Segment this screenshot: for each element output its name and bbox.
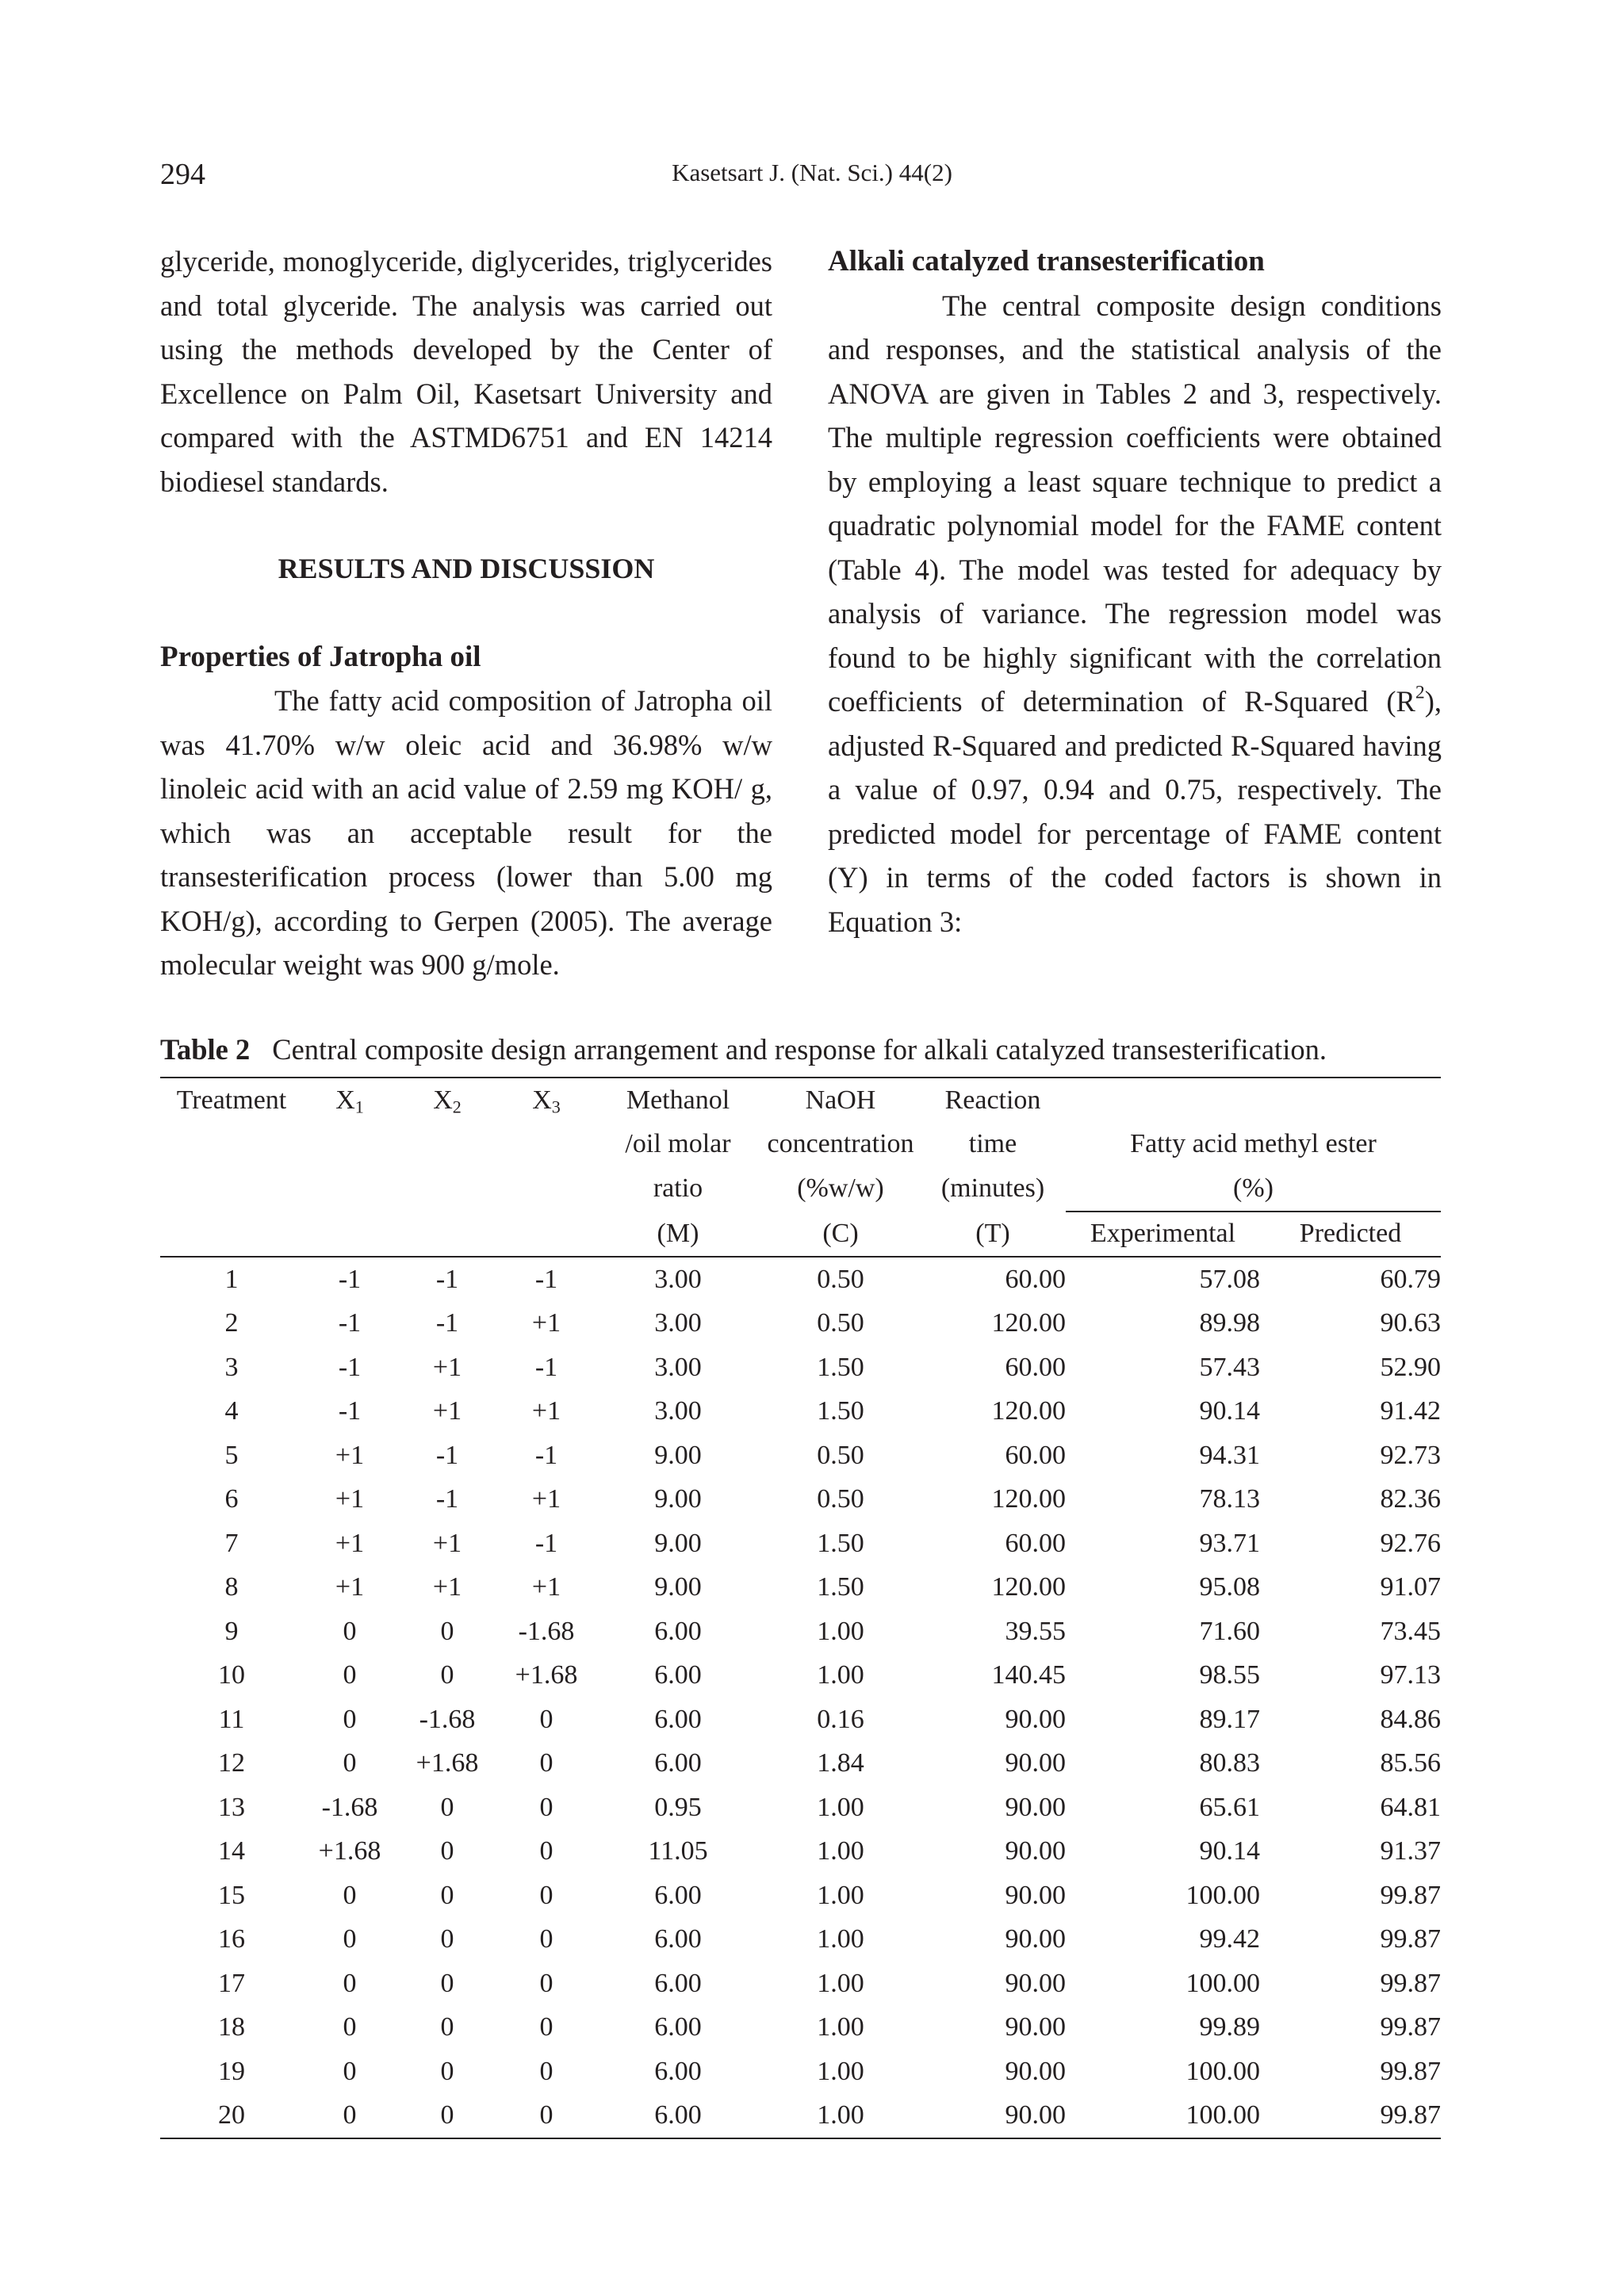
cell-treatment: 18 (218, 2012, 245, 2042)
cell-fame-predicted: 64.81 (1380, 1792, 1441, 1822)
cell-naoh-concentration: 0.50 (817, 1264, 864, 1294)
cell-x2: 0 (440, 1880, 454, 1910)
cell-x2: -1 (435, 1440, 459, 1470)
cell-fame-predicted: 60.79 (1380, 1264, 1441, 1294)
table-body (160, 1257, 1441, 2138)
table-row (160, 2094, 1441, 2139)
cell-naoh-concentration: 1.50 (817, 1572, 864, 1602)
cell-x3: -1 (534, 1528, 558, 1558)
cell-x1: -1 (338, 1352, 362, 1382)
cell-x3: 0 (539, 2056, 553, 2086)
cell-treatment: 17 (218, 1968, 245, 1998)
cell-treatment: 4 (224, 1396, 239, 1426)
cell-fame-experimental: 99.42 (1199, 1924, 1260, 1954)
cell-reaction-time: 90.00 (1005, 1968, 1066, 1998)
cell-reaction-time: 90.00 (1005, 2012, 1066, 2042)
paragraph-text: The central composite design conditions and responses, and the statistical analysis of the ANOVA are given in Tables 2 and 3, respectively. The multiple regression coefficients were obtained by employing a least square technique to predict a quadratic polynomial model for the FAME content (Table 4). The model was tested for adequacy by analysis of variance. The regression model was found to be highly significant with the correlation coefficients of determination of R-Squared (R (828, 289, 1442, 718)
cell-reaction-time: 90.00 (1005, 2056, 1066, 2086)
header-treatment: Treatment (160, 1078, 303, 1123)
table-label: Table 2 (160, 1033, 251, 1066)
cell-x3: -1.68 (518, 1616, 575, 1646)
header-naoh: NaOH (761, 1078, 920, 1123)
cell-x3: -1 (534, 1264, 558, 1294)
cell-fame-experimental: 65.61 (1199, 1792, 1260, 1822)
header-x1: $X_1$ (303, 1078, 396, 1123)
cell-x2: +1 (432, 1352, 462, 1382)
cell-treatment: 16 (218, 1924, 245, 1954)
cell-fame-predicted: 92.76 (1380, 1528, 1441, 1558)
cell-naoh-concentration: 1.00 (817, 1924, 864, 1954)
cell-x3: 0 (539, 1792, 553, 1822)
cell-fame-predicted: 90.63 (1380, 1308, 1441, 1338)
cell-fame-experimental: 94.31 (1199, 1440, 1260, 1470)
cell-x1: 0 (303, 2094, 396, 2139)
header-fame: Fatty acid methyl ester (1130, 1129, 1377, 1159)
cell-naoh-concentration: 1.00 (817, 2012, 864, 2042)
cell-fame-experimental: 71.60 (1199, 1616, 1260, 1646)
table-row (160, 1346, 1441, 1390)
cell-methanol-ratio: 6.00 (595, 2094, 761, 2139)
cell-naoh-concentration: 0.50 (817, 1440, 864, 1470)
superscript: 2 (1415, 682, 1425, 703)
left-column (160, 239, 772, 987)
cell-treatment: 15 (218, 1880, 245, 1910)
cell-x2: -1 (435, 1264, 459, 1294)
cell-x3: 0 (498, 2094, 595, 2139)
cell-x2: 0 (396, 2094, 498, 2139)
table-row (160, 1918, 1441, 1962)
header-reaction: Reaction (920, 1078, 1066, 1123)
cell-treatment: 10 (218, 1660, 245, 1690)
cell-x3: -1 (534, 1440, 558, 1470)
cell-methanol-ratio: 6.00 (654, 1616, 702, 1646)
cell-methanol-ratio: 6.00 (654, 1880, 702, 1910)
cell-methanol-ratio: 6.00 (654, 2056, 702, 2086)
cell-reaction-time: 90.00 (1005, 1924, 1066, 1954)
cell-methanol-ratio: 6.00 (654, 1704, 702, 1734)
cell-treatment: 2 (224, 1308, 239, 1338)
cell-x1: -1 (338, 1264, 362, 1294)
cell-fame-experimental: 100.00 (1185, 1968, 1260, 1998)
cell-x2: +1 (432, 1528, 462, 1558)
cell-fame-experimental: 93.71 (1199, 1528, 1260, 1558)
cell-x3: +1 (531, 1484, 561, 1514)
cell-treatment: 11 (218, 1704, 245, 1734)
cell-fame-predicted: 91.07 (1380, 1572, 1441, 1602)
header-x2: $X_2$ (396, 1078, 498, 1123)
cell-x3: 0 (539, 1968, 553, 1998)
cell-x3: +1 (531, 1308, 561, 1338)
table-row (160, 1654, 1441, 1698)
cell-methanol-ratio: 0.95 (654, 1792, 702, 1822)
cell-x1: +1 (335, 1528, 365, 1558)
cell-fame-predicted: 99.87 (1380, 2012, 1441, 2042)
cell-x2: 0 (440, 1660, 454, 1690)
cell-x2: -1.68 (419, 1704, 476, 1734)
cell-naoh-concentration: 1.00 (817, 1792, 864, 1822)
cell-fame-experimental: 89.17 (1199, 1704, 1260, 1734)
cell-methanol-ratio: 3.00 (654, 1352, 702, 1382)
data-table (160, 1077, 1441, 2139)
cell-reaction-time: 60.00 (1005, 1528, 1066, 1558)
cell-x3: 0 (539, 1880, 553, 1910)
cell-x2: 0 (440, 2012, 454, 2042)
cell-reaction-time: 90.00 (1005, 1880, 1066, 1910)
table-caption-text: Central composite design arrangement and response for alkali catalyzed transesterification. (272, 1033, 1327, 1066)
section-title: RESULTS AND DISCUSSION (278, 553, 655, 584)
cell-methanol-ratio: 9.00 (654, 1528, 702, 1558)
cell-fame-predicted: 52.90 (1380, 1352, 1441, 1382)
cell-naoh-concentration: 1.84 (817, 1748, 864, 1778)
cell-fame-experimental: 89.98 (1199, 1308, 1260, 1338)
cell-x3: +1.68 (515, 1660, 578, 1690)
cell-x3: +1 (531, 1572, 561, 1602)
cell-reaction-time: 120.00 (991, 1484, 1066, 1514)
cell-x3: -1 (534, 1352, 558, 1382)
cell-treatment: 19 (218, 2056, 245, 2086)
cell-reaction-time: 90.00 (1005, 1704, 1066, 1734)
cell-fame-predicted: 99.87 (1260, 2094, 1441, 2139)
cell-naoh-concentration: 1.00 (817, 1616, 864, 1646)
cell-naoh-concentration: 1.00 (817, 1880, 864, 1910)
cell-methanol-ratio: 11.05 (648, 1836, 708, 1866)
cell-x2: 0 (440, 1616, 454, 1646)
cell-treatment: 9 (224, 1616, 239, 1646)
cell-fame-experimental: 57.43 (1199, 1352, 1260, 1382)
cell-fame-experimental: 100.00 (1185, 1880, 1260, 1910)
cell-methanol-ratio: 9.00 (654, 1484, 702, 1514)
table-row (160, 1257, 1441, 1302)
cell-fame-predicted: 92.73 (1380, 1440, 1441, 1470)
table-row (160, 1390, 1441, 1434)
table-row (160, 1830, 1441, 1874)
cell-x2: +1 (432, 1396, 462, 1426)
cell-fame-predicted: 99.87 (1380, 2056, 1441, 2086)
cell-methanol-ratio: 6.00 (654, 1660, 702, 1690)
cell-fame-experimental: 90.14 (1199, 1836, 1260, 1866)
cell-fame-experimental: 78.13 (1199, 1484, 1260, 1514)
cell-naoh-concentration: 1.50 (817, 1528, 864, 1558)
subsection-heading: Alkali catalyzed transesterification (828, 245, 1265, 278)
header-fame-unit: (%) (1066, 1166, 1441, 1212)
cell-x2: 0 (440, 2056, 454, 2086)
table-caption (160, 1032, 1445, 1066)
cell-methanol-ratio: 9.00 (654, 1440, 702, 1470)
header-reaction: (T) (920, 1212, 1066, 1258)
header-reaction: time (968, 1129, 1017, 1159)
cell-fame-predicted: 99.87 (1380, 1968, 1441, 1998)
cell-reaction-time: 60.00 (1005, 1264, 1066, 1294)
cell-x3: 0 (539, 1748, 553, 1778)
table-row (160, 2006, 1441, 2050)
cell-reaction-time: 120.00 (991, 1572, 1066, 1602)
cell-x2: 0 (440, 1792, 454, 1822)
cell-treatment: 20 (160, 2094, 303, 2139)
header-naoh: (C) (761, 1212, 920, 1258)
header-methanol: (M) (595, 1212, 761, 1258)
cell-reaction-time: 140.45 (991, 1660, 1066, 1690)
cell-methanol-ratio: 9.00 (654, 1572, 702, 1602)
cell-x1: -1 (338, 1308, 362, 1338)
cell-treatment: 3 (224, 1352, 239, 1382)
table-row (160, 1962, 1441, 2006)
table-row (160, 1302, 1441, 1346)
cell-treatment: 6 (224, 1484, 239, 1514)
cell-x2: 0 (440, 1968, 454, 1998)
header-x3: $X_3$ (498, 1078, 595, 1123)
header-methanol: /oil molar (625, 1129, 731, 1159)
cell-methanol-ratio: 6.00 (654, 2012, 702, 2042)
cell-reaction-time: 60.00 (1005, 1440, 1066, 1470)
cell-x2: -1 (435, 1308, 459, 1338)
cell-reaction-time: 120.00 (991, 1396, 1066, 1426)
header-naoh: (%w/w) (797, 1173, 884, 1204)
cell-fame-experimental: 80.83 (1199, 1748, 1260, 1778)
cell-methanol-ratio: 6.00 (654, 1748, 702, 1778)
cell-naoh-concentration: 1.50 (817, 1396, 864, 1426)
cell-x1: -1.68 (321, 1792, 378, 1822)
cell-fame-predicted: 99.87 (1380, 1924, 1441, 1954)
cell-treatment: 12 (218, 1748, 245, 1778)
table-row (160, 1522, 1441, 1566)
body-paragraph: The fatty acid composition of Jatropha oil was 41.70% w/w oleic acid and 36.98% w/w linoleic acid with an acid value of 2.59 mg KOH/ g, which was an acceptable result for the transesterification process (lower than 5.00 mg KOH/g), according to Gerpen (2005). The average molecular weight was 900 g/mole. (160, 684, 772, 981)
table-row (160, 1478, 1441, 1522)
header-naoh: concentration (767, 1129, 914, 1159)
table-row (160, 1566, 1441, 1610)
subsection-heading: Properties of Jatropha oil (160, 640, 481, 673)
cell-x1: 0 (343, 1660, 357, 1690)
cell-naoh-concentration: 0.50 (817, 1308, 864, 1338)
cell-fame-predicted: 97.13 (1380, 1660, 1441, 1690)
table-row (160, 1610, 1441, 1654)
cell-reaction-time: 90.00 (1005, 1792, 1066, 1822)
table-row (160, 2050, 1441, 2094)
cell-naoh-concentration: 1.00 (817, 1836, 864, 1866)
cell-fame-experimental: 100.00 (1185, 2056, 1260, 2086)
cell-naoh-concentration: 1.00 (761, 2094, 920, 2139)
cell-naoh-concentration: 0.50 (817, 1484, 864, 1514)
table-row (160, 1698, 1441, 1742)
cell-x1: 0 (343, 1748, 357, 1778)
cell-x1: 0 (343, 1924, 357, 1954)
cell-fame-experimental: 57.08 (1199, 1264, 1260, 1294)
cell-x1: +1.68 (318, 1836, 381, 1866)
cell-fame-predicted: 82.36 (1380, 1484, 1441, 1514)
cell-fame-experimental: 99.89 (1199, 2012, 1260, 2042)
cell-x2: -1 (435, 1484, 459, 1514)
right-column (828, 239, 1442, 944)
cell-x3: 0 (539, 1704, 553, 1734)
cell-x1: +1 (335, 1440, 365, 1470)
table-row (160, 1786, 1441, 1830)
cell-x1: 0 (343, 1616, 357, 1646)
cell-reaction-time: 90.00 (920, 2094, 1066, 2139)
cell-fame-predicted: 91.42 (1380, 1396, 1441, 1426)
cell-naoh-concentration: 1.50 (817, 1352, 864, 1382)
cell-treatment: 14 (218, 1836, 245, 1866)
header-experimental: Experimental (1066, 1212, 1260, 1258)
cell-reaction-time: 120.00 (991, 1308, 1066, 1338)
page-number: 294 (160, 158, 205, 191)
cell-fame-predicted: 91.37 (1380, 1836, 1441, 1866)
cell-methanol-ratio: 3.00 (654, 1264, 702, 1294)
cell-reaction-time: 60.00 (1005, 1352, 1066, 1382)
cell-x3: 0 (539, 1924, 553, 1954)
table-row (160, 1434, 1441, 1478)
cell-x1: 0 (343, 1880, 357, 1910)
cell-fame-experimental: 100.00 (1066, 2094, 1260, 2139)
cell-fame-predicted: 99.87 (1380, 1880, 1441, 1910)
cell-reaction-time: 39.55 (1005, 1616, 1066, 1646)
cell-treatment: 7 (224, 1528, 239, 1558)
body-paragraph: glyceride, monoglyceride, diglycerides, triglycerides and total glyceride. The analysis was carried out using the methods developed by the Center of Excellence on Palm Oil, Kasetsart University and compared with the ASTMD6751 and EN 14214 biodiesel standards. (160, 245, 772, 498)
cell-naoh-concentration: 1.00 (817, 1660, 864, 1690)
cell-x1: -1 (338, 1396, 362, 1426)
running-head: Kasetsart J. (Nat. Sci.) 44(2) (672, 159, 952, 186)
paragraph-text: ), adjusted R-Squared and predicted R-Squared having a value of 0.97, 0.94 and 0.75, respectively. The predicted model for percentage of FAME content (Y) in terms of the coded factors is shown in Equation 3: (828, 685, 1442, 938)
cell-x2: 0 (440, 1836, 454, 1866)
cell-reaction-time: 90.00 (1005, 1836, 1066, 1866)
cell-naoh-concentration: 1.00 (817, 2056, 864, 2086)
cell-x1: +1 (335, 1572, 365, 1602)
cell-treatment: 13 (218, 1792, 245, 1822)
cell-x1: +1 (335, 1484, 365, 1514)
body-paragraph (828, 284, 1442, 944)
cell-x3: 0 (539, 2012, 553, 2042)
cell-treatment: 5 (224, 1440, 239, 1470)
cell-reaction-time: 90.00 (1005, 1748, 1066, 1778)
cell-x2: 0 (440, 1924, 454, 1954)
cell-fame-predicted: 84.86 (1380, 1704, 1441, 1734)
cell-methanol-ratio: 6.00 (654, 1924, 702, 1954)
cell-x1: 0 (343, 1704, 357, 1734)
table-row (160, 1874, 1441, 1918)
cell-methanol-ratio: 3.00 (654, 1308, 702, 1338)
cell-fame-experimental: 98.55 (1199, 1660, 1260, 1690)
cell-x3: 0 (539, 1836, 553, 1866)
cell-methanol-ratio: 6.00 (654, 1968, 702, 1998)
cell-x2: +1 (432, 1572, 462, 1602)
header-methanol: Methanol (595, 1078, 761, 1123)
cell-x3: +1 (531, 1396, 561, 1426)
cell-fame-predicted: 85.56 (1380, 1748, 1441, 1778)
cell-x1: 0 (343, 2056, 357, 2086)
header-predicted: Predicted (1260, 1212, 1441, 1258)
table-row (160, 1742, 1441, 1786)
cell-treatment: 1 (224, 1264, 239, 1294)
cell-naoh-concentration: 1.00 (817, 1968, 864, 1998)
cell-fame-predicted: 73.45 (1380, 1616, 1441, 1646)
cell-x2: +1.68 (416, 1748, 479, 1778)
cell-naoh-concentration: 0.16 (817, 1704, 864, 1734)
header-methanol: ratio (653, 1173, 703, 1204)
cell-x1: 0 (343, 1968, 357, 1998)
cell-methanol-ratio: 3.00 (654, 1396, 702, 1426)
header-reaction: (minutes) (940, 1173, 1045, 1204)
cell-treatment: 8 (224, 1572, 239, 1602)
cell-fame-experimental: 95.08 (1199, 1572, 1260, 1602)
cell-x1: 0 (343, 2012, 357, 2042)
cell-fame-experimental: 90.14 (1199, 1396, 1260, 1426)
